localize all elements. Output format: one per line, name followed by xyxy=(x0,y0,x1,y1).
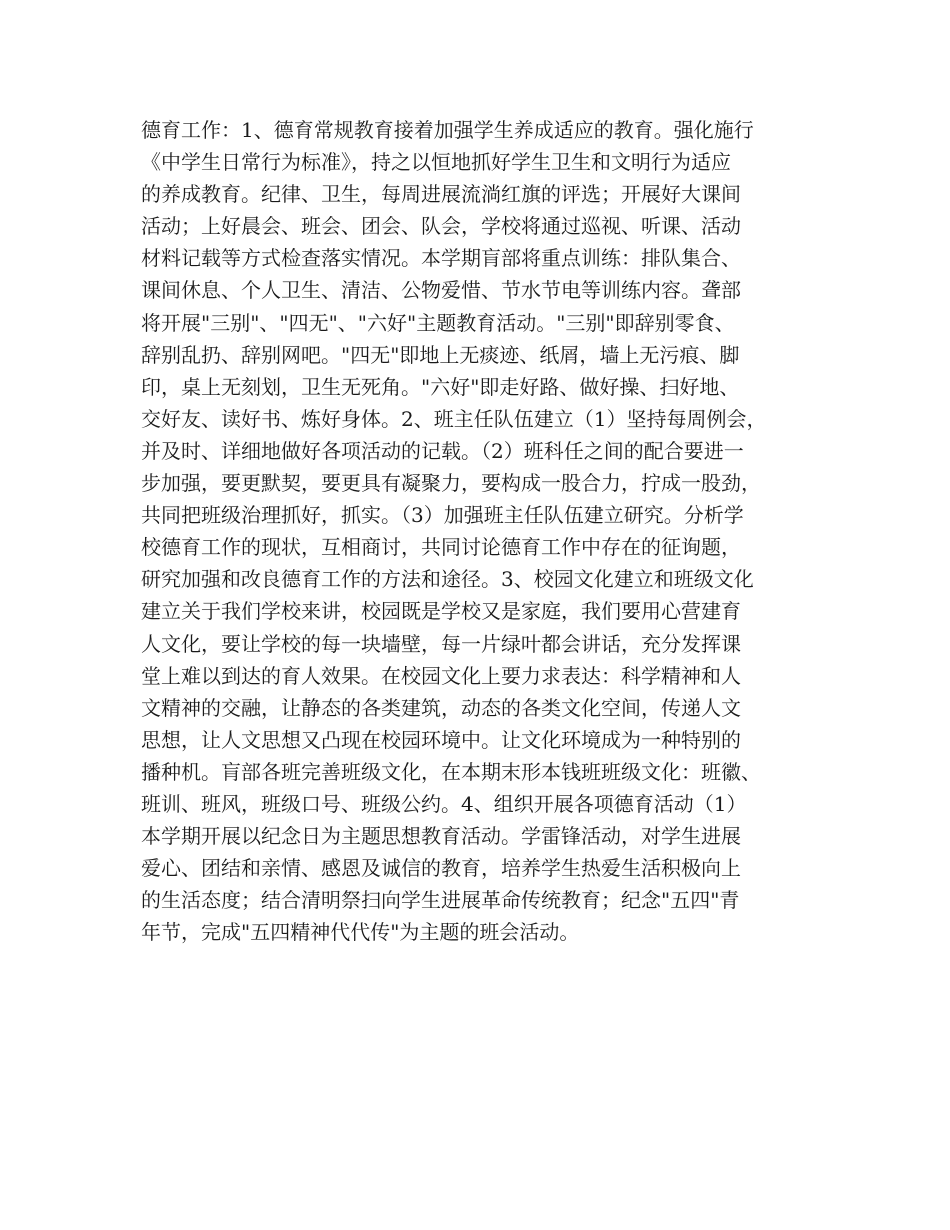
text-line: 文精神的交融，让静态的各类建筑，动态的各类文化空间，传递人文 xyxy=(141,695,741,720)
text-line: 爱心、团结和亲情、感恩及诚信的教育，培养学生热爱生活积极向上 xyxy=(141,856,741,881)
body-text xyxy=(141,114,821,948)
text-line: 将开展"三别"、"四无"、"六好"主题教育活动。"三别"即辞别零食、 xyxy=(141,310,735,335)
text-line: 德育工作：1、德育常规教育接着加强学生养成适应的教育。强化施行 xyxy=(141,118,754,142)
text-line: 班训、班风，班级口号、班级公约。4、组织开展各项德育活动（1） xyxy=(141,791,747,816)
text-line: 播种机。肓部各班完善班级文化，在本期末形本钱班班级文化：班徽、 xyxy=(141,759,761,784)
text-line: 的生活态度；结合清明祭扫向学生进展革命传统教育；纪念"五四"青 xyxy=(141,888,740,913)
text-line: 活动；上好晨会、班会、团会、队会，学校将通过巡视、听课、活动 xyxy=(141,214,741,239)
text-line: 年节，完成"五四精神代代传"为主题的班会活动。 xyxy=(141,920,580,945)
text-line: 共同把班级治理抓好，抓实。（3）加强班主任队伍建立研究。分析学 xyxy=(141,503,744,528)
text-line: 材料记载等方式检查落实情况。本学期肓部将重点训练：排队集合、 xyxy=(141,246,741,271)
text-line: 的养成教育。纪律、卫生，每周进展流淌红旗的评选；开展好大课间 xyxy=(141,182,741,207)
text-line: 建立关于我们学校来讲，校园既是学校又是家庭，我们要用心营建育 xyxy=(141,599,741,624)
text-line: 堂上难以到达的育人效果。在校园文化上要力求表达：科学精神和人 xyxy=(141,663,741,688)
text-line: 校德育工作的现状，互相商讨，共同讨论德育工作中存在的征询题， xyxy=(141,535,741,560)
text-line: 交好友、读好书、炼好身体。2、班主任队伍建立（1）坚持每周例会， xyxy=(141,406,767,431)
text-line: 并及时、详细地做好各项活动的记载。（2）班科任之间的配合要进一 xyxy=(141,438,744,463)
text-line: 思想，让人文思想又凸现在校园环境中。让文化环境成为一种特别的 xyxy=(141,727,741,752)
text-line: 辞别乱扔、辞别网吧。"四无"即地上无痰迹、纸屑，墙上无污痕、脚 xyxy=(141,342,740,367)
text-line: 本学期开展以纪念日为主题思想教育活动。学雷锋活动，对学生进展 xyxy=(141,824,741,849)
text-line: 课间休息、个人卫生、清洁、公物爱惜、节水节电等训练内容。聋部 xyxy=(141,278,741,303)
text-line: 研究加强和改良德育工作的方法和途径。3、校园文化建立和班级文化 xyxy=(141,567,754,592)
text-line: 《中学生日常行为标准》，持之以恒地抓好学生卫生和文明行为适应 xyxy=(141,150,731,175)
text-line: 人文化，要让学校的每一块墙壁，每一片绿叶都会讲话，充分发挥课 xyxy=(141,631,741,656)
text-line: 步加强，要更默契，要更具有凝聚力，要构成一股合力，拧成一股劲， xyxy=(141,471,761,496)
text-line: 印，桌上无刻划，卫生无死角。"六好"即走好路、做好操、扫好地、 xyxy=(141,374,740,399)
